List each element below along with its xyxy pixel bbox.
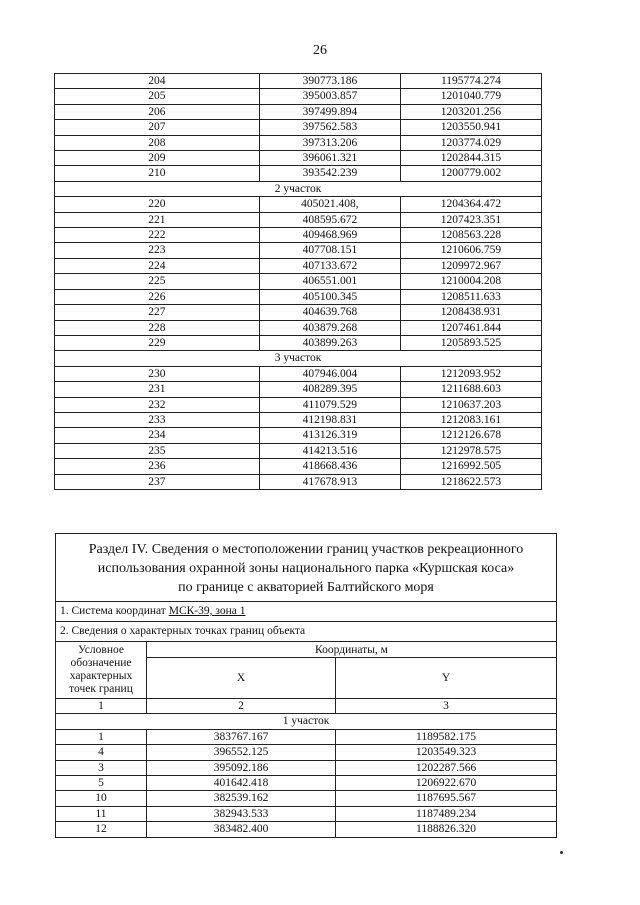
coordinates-table — [54, 73, 542, 490]
point-number: 5 — [56, 776, 147, 791]
table-row — [55, 120, 542, 135]
y-coordinate: 1211688.603 — [400, 382, 541, 397]
title-line: Раздел IV. Сведения о местоположении границ участков рекреационного — [88, 542, 524, 557]
y-coordinate: 1208438.931 — [400, 305, 541, 320]
x-coordinate: 407708.151 — [259, 243, 400, 258]
x-coordinate: 382943.533 — [147, 806, 336, 821]
x-coordinate: 409468.969 — [259, 228, 400, 243]
y-coordinate: 1207461.844 — [400, 320, 541, 335]
table-row — [55, 104, 542, 119]
point-number: 224 — [55, 258, 260, 273]
section-row — [56, 714, 556, 729]
table-row — [55, 382, 542, 397]
x-coordinate: 405100.345 — [259, 289, 400, 304]
y-coordinate: 1203201.256 — [400, 104, 541, 119]
point-number: 220 — [55, 197, 260, 212]
table-row — [56, 806, 556, 821]
x-coordinate: 418668.436 — [259, 459, 400, 474]
table-row — [55, 443, 542, 458]
y-coordinate: 1203549.323 — [336, 745, 557, 760]
y-coordinate: 1210004.208 — [400, 274, 541, 289]
point-number: 229 — [55, 335, 260, 350]
table-row — [55, 428, 542, 443]
y-coordinate: 1207423.351 — [400, 212, 541, 227]
x-coordinate: 407946.004 — [259, 366, 400, 381]
y-coordinate: 1195774.274 — [400, 74, 541, 89]
point-number: 206 — [55, 104, 260, 119]
column-number: 3 — [336, 699, 557, 714]
x-coordinate: 411079.529 — [259, 397, 400, 412]
section-row — [55, 351, 542, 366]
table-row — [56, 776, 556, 791]
x-header: X — [147, 658, 336, 699]
point-number: 227 — [55, 305, 260, 320]
point-number: 210 — [55, 166, 260, 181]
point-number: 225 — [55, 274, 260, 289]
title-line: по границе с акваторией Балтийского моря — [178, 580, 434, 595]
table-row — [55, 366, 542, 381]
table-row — [55, 89, 542, 104]
point-number: 3 — [56, 760, 147, 775]
coordinate-system-value: МСК-39, зона 1 — [168, 605, 246, 617]
x-coordinate: 397562.583 — [259, 120, 400, 135]
table-row — [55, 243, 542, 258]
y-coordinate: 1212083.161 — [400, 412, 541, 427]
point-number: 223 — [55, 243, 260, 258]
table-row — [55, 474, 542, 489]
table-row — [55, 320, 542, 335]
point-number: 232 — [55, 397, 260, 412]
table-row — [55, 397, 542, 412]
y-coordinate: 1189582.175 — [336, 729, 557, 744]
column-number: 1 — [56, 699, 147, 714]
table-row — [55, 412, 542, 427]
x-coordinate: 408289.395 — [259, 382, 400, 397]
point-number: 221 — [55, 212, 260, 227]
y-coordinate: 1202844.315 — [400, 151, 541, 166]
y-coordinate: 1209972.967 — [400, 258, 541, 273]
point-number: 230 — [55, 366, 260, 381]
x-coordinate: 396061.321 — [259, 151, 400, 166]
point-number: 228 — [55, 320, 260, 335]
y-coordinate: 1187489.234 — [336, 806, 557, 821]
y-coordinate: 1210606.759 — [400, 243, 541, 258]
x-coordinate: 414213.516 — [259, 443, 400, 458]
table-row — [56, 822, 556, 837]
x-coordinate: 408595.672 — [259, 212, 400, 227]
y-coordinate: 1200779.002 — [400, 166, 541, 181]
column-number: 2 — [147, 699, 336, 714]
table-row — [55, 135, 542, 150]
table-row — [55, 166, 542, 181]
point-number: 235 — [55, 443, 260, 458]
point-number: 222 — [55, 228, 260, 243]
table-row — [55, 228, 542, 243]
y-header: Y — [336, 658, 557, 699]
x-coordinate: 413126.319 — [259, 428, 400, 443]
header-row — [56, 642, 556, 658]
title-line: использования охранной зоны национального парка «Куршская коса» — [97, 561, 515, 576]
page-number: 26 — [313, 43, 327, 58]
table-row — [55, 151, 542, 166]
section-iv-block — [55, 533, 557, 838]
x-coordinate: 403879.268 — [259, 320, 400, 335]
y-coordinate: 1208511.633 — [400, 289, 541, 304]
point-number: 237 — [55, 474, 260, 489]
point-number: 207 — [55, 120, 260, 135]
y-coordinate: 1203550.941 — [400, 120, 541, 135]
section-label: 2 участок — [55, 181, 542, 196]
table-row — [55, 74, 542, 89]
section-iv-table — [56, 642, 556, 837]
x-coordinate: 406551.001 — [259, 274, 400, 289]
x-coordinate: 382539.162 — [147, 791, 336, 806]
x-coordinate: 396552.125 — [147, 745, 336, 760]
point-label-header: Условное обозначение характерных точек границ — [56, 642, 147, 699]
table-row — [55, 258, 542, 273]
y-coordinate: 1203774.029 — [400, 135, 541, 150]
table-row — [55, 305, 542, 320]
y-coordinate: 1188826.320 — [416, 823, 476, 836]
coords-header: Координаты, м — [147, 642, 557, 658]
point-number: 231 — [55, 382, 260, 397]
x-coordinate: 383767.167 — [147, 729, 336, 744]
x-coordinate: 404639.768 — [259, 305, 400, 320]
points-info-line: 2. Сведения о характерных точках границ объекта — [56, 622, 556, 642]
y-coordinate: 1205893.525 — [400, 335, 541, 350]
point-number: 209 — [55, 151, 260, 166]
section-label: 1 участок — [56, 714, 556, 729]
x-coordinate: 412198.831 — [259, 412, 400, 427]
y-coordinate: 1206922.670 — [336, 776, 557, 791]
point-number: 226 — [55, 289, 260, 304]
table-row — [55, 289, 542, 304]
section-row — [55, 181, 542, 196]
y-coordinate: 1216992.505 — [400, 459, 541, 474]
x-coordinate: 397313.206 — [259, 135, 400, 150]
table-row — [56, 791, 556, 806]
table-row — [55, 212, 542, 227]
coordinate-system-line — [56, 602, 556, 622]
point-number: 12 — [56, 822, 147, 837]
point-number: 204 — [55, 74, 260, 89]
point-number: 236 — [55, 459, 260, 474]
point-number: 205 — [55, 89, 260, 104]
point-number: 1 — [56, 729, 147, 744]
y-coordinate: 1212126.678 — [400, 428, 541, 443]
table-row — [56, 729, 556, 744]
table-row — [55, 274, 542, 289]
y-coordinate: 1210637.203 — [400, 397, 541, 412]
point-number: 234 — [55, 428, 260, 443]
point-number: 208 — [55, 135, 260, 150]
x-coordinate: 395092.186 — [147, 760, 336, 775]
x-coordinate: 393542.239 — [259, 166, 400, 181]
scan-speck — [560, 851, 563, 854]
y-coordinate: 1204364.472 — [400, 197, 541, 212]
x-coordinate: 407133.672 — [259, 258, 400, 273]
point-number: 233 — [55, 412, 260, 427]
y-coordinate: 1212978.575 — [400, 443, 541, 458]
point-number: 10 — [56, 791, 147, 806]
table-row — [55, 335, 542, 350]
point-number: 11 — [56, 806, 147, 821]
table-row — [55, 197, 542, 212]
y-coordinate: 1218622.573 — [400, 474, 541, 489]
section-iv-title — [56, 534, 556, 602]
y-coordinate: 1208563.228 — [400, 228, 541, 243]
x-coordinate: 417678.913 — [259, 474, 400, 489]
x-coordinate: 395003.857 — [259, 89, 400, 104]
y-coordinate: 1212093.952 — [400, 366, 541, 381]
x-coordinate: 403899.263 — [259, 335, 400, 350]
table-row — [56, 745, 556, 760]
y-coordinate: 1202287.566 — [336, 760, 557, 775]
column-number-row — [56, 699, 556, 714]
table-row — [56, 760, 556, 775]
point-number: 4 — [56, 745, 147, 760]
x-coordinate: 401642.418 — [147, 776, 336, 791]
section-label: 3 участок — [55, 351, 542, 366]
coordinate-system-label: 1. Система координат — [60, 605, 169, 617]
table-row — [55, 459, 542, 474]
x-coordinate: 390773.186 — [259, 74, 400, 89]
y-coordinate: 1187695.567 — [336, 791, 557, 806]
x-coordinate: 383482.400 — [147, 822, 336, 837]
x-coordinate: 397499.894 — [259, 104, 400, 119]
x-coordinate: 405021.408, — [259, 197, 400, 212]
y-coordinate: 1201040.779 — [400, 89, 541, 104]
